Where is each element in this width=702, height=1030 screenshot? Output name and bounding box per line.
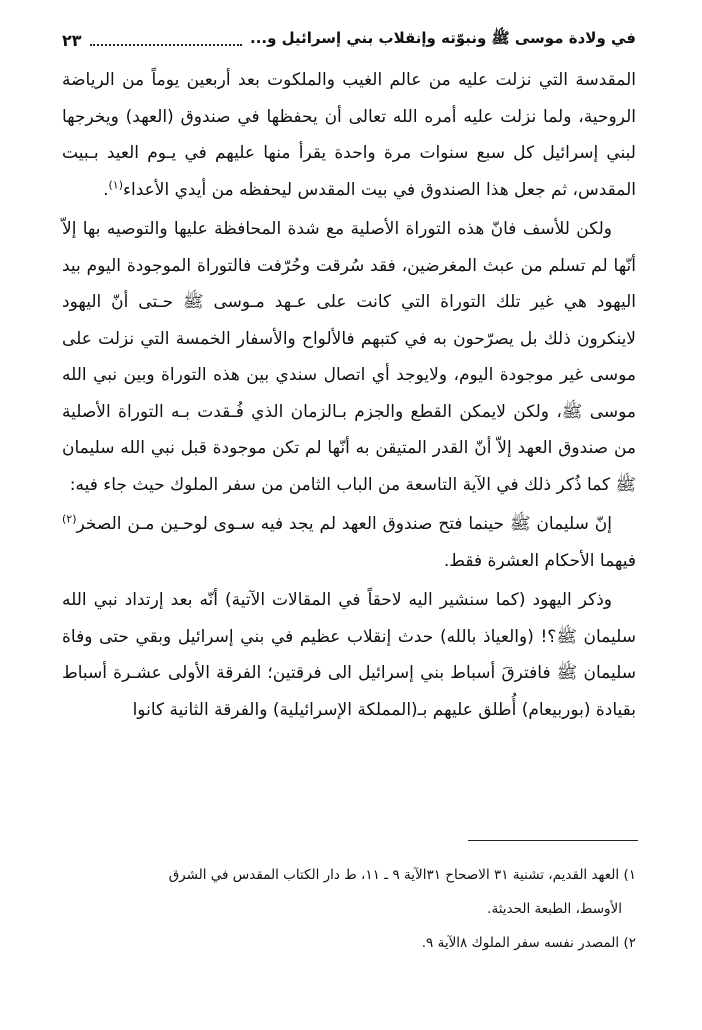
footnote-1-continuation: [62, 892, 636, 926]
footnote-divider: [468, 840, 638, 841]
footnote-1-text-continued: الأوسط، الطبعة الحديثة.: [487, 901, 622, 917]
paragraph-1-tail: .: [103, 179, 109, 200]
paragraph-2: [62, 211, 636, 503]
footnote-ref-2: (٢): [62, 512, 77, 526]
paragraph-2-text: ولكن للأسف فانّ هذه التوراة الأصلية مع شدة المحافظة عليها والتوصيه بها إلاّ أنّها لم تسلم من عبث المغرضين، فقد سُرقت وحُرّفت فالتوراة الموجودة اليوم بيد اليهود هي غير تلك التوراة التي كانت على عـهد مـوسى ﷺ حـتى أنّ اليهود لاينكرون ذلك بل يصرّحون به في كتبهم فالألواح والأسفار الخمسة التي نزلت على موسى غير موجودة اليوم، ولايوجد أي اتصال سندي بين هذه التوراة وبين نبي الله موسى ﷺ، ولكن لايمكن القطع والجزم بـالزمان الذي فُـقدت بـه التوراة الأصلية من صندوق العهد إلاّ أنّ القدر المتيقن به أنّها لم تكن موجودة قبل نبي الله سليمان ﷺ كما ذُكر ذلك في الآية التاسعة من الباب الثامن من سفر الملوك حيث جاء فيه:: [62, 219, 636, 495]
paragraph-4-text: وذكر اليهود (كما سنشير اليه لاحقاً في المقالات الآتية) أنّه بعد إرتداد نبي الله سليمان ﷺ؟! (والعياذ بالله) حدث إنقلاب عظيم في بني إسرائيل وبقي حتى وفاة سليمان ﷺ فافترقَ أسباط بني إسرائيل الى فرقتين؛ الفرقة الأولى عشـرة أسباط بقيادة (بوربيعام) أُطلق عليهم بـ(المملكة الإسرائيلية) والفرقة الثانية كانوا: [62, 590, 636, 720]
paragraph-3: [62, 506, 636, 579]
footnote-2-text: المصدر نفسه سفر الملوك ٨الآية ٩.: [421, 935, 620, 951]
paragraph-3-text: إنّ سليمان ﷺ حينما فتح صندوق العهد لم يجد فيه سـوى لوحـين مـن الصخر: [76, 514, 612, 534]
footnote-1: [62, 858, 636, 892]
main-text: [62, 62, 636, 728]
paragraph-4: [62, 582, 636, 728]
footnote-2: [62, 926, 636, 960]
leader-dots: [90, 34, 242, 46]
paragraph-1: [62, 62, 636, 208]
paragraph-3-tail: فيهما الأحكام العشرة فقط.: [443, 550, 636, 571]
footnote-ref-1: (١): [108, 177, 123, 191]
running-header: [62, 26, 636, 54]
footnote-1-number: ١): [623, 867, 636, 883]
paragraph-1-text: المقدسة التي نزلت عليه من عالم الغيب والملكوت بعد أربعين يوماً من الرياضة الروحية، ولما نزلت عليه أمره الله تعالى أن يحفظها في صندوق (العهد) ويخرجها لبني إسرائيل كل سبع سنوات مرة واحدة يقرأ منها عليهم في يـوم العيد بـبيت المقدس، ثم جعل هذا الصندوق في بيت المقدس ليحفظه من أيدي الأعداء: [62, 70, 636, 200]
chapter-title: في ولادة موسى ﷺ ونبوّته وإنقلاب بني إسرائيل و...: [250, 29, 636, 47]
footnotes: [62, 858, 636, 960]
footnote-1-text: العهد القديم، تشنية ٣١ الاصحاح ٣١الآية ٩ ـ ١١، ط دار الكتاب المقدس في الشرق: [168, 867, 620, 883]
page-number: ٢٣: [62, 30, 82, 50]
footnote-2-number: ٢): [623, 935, 636, 951]
